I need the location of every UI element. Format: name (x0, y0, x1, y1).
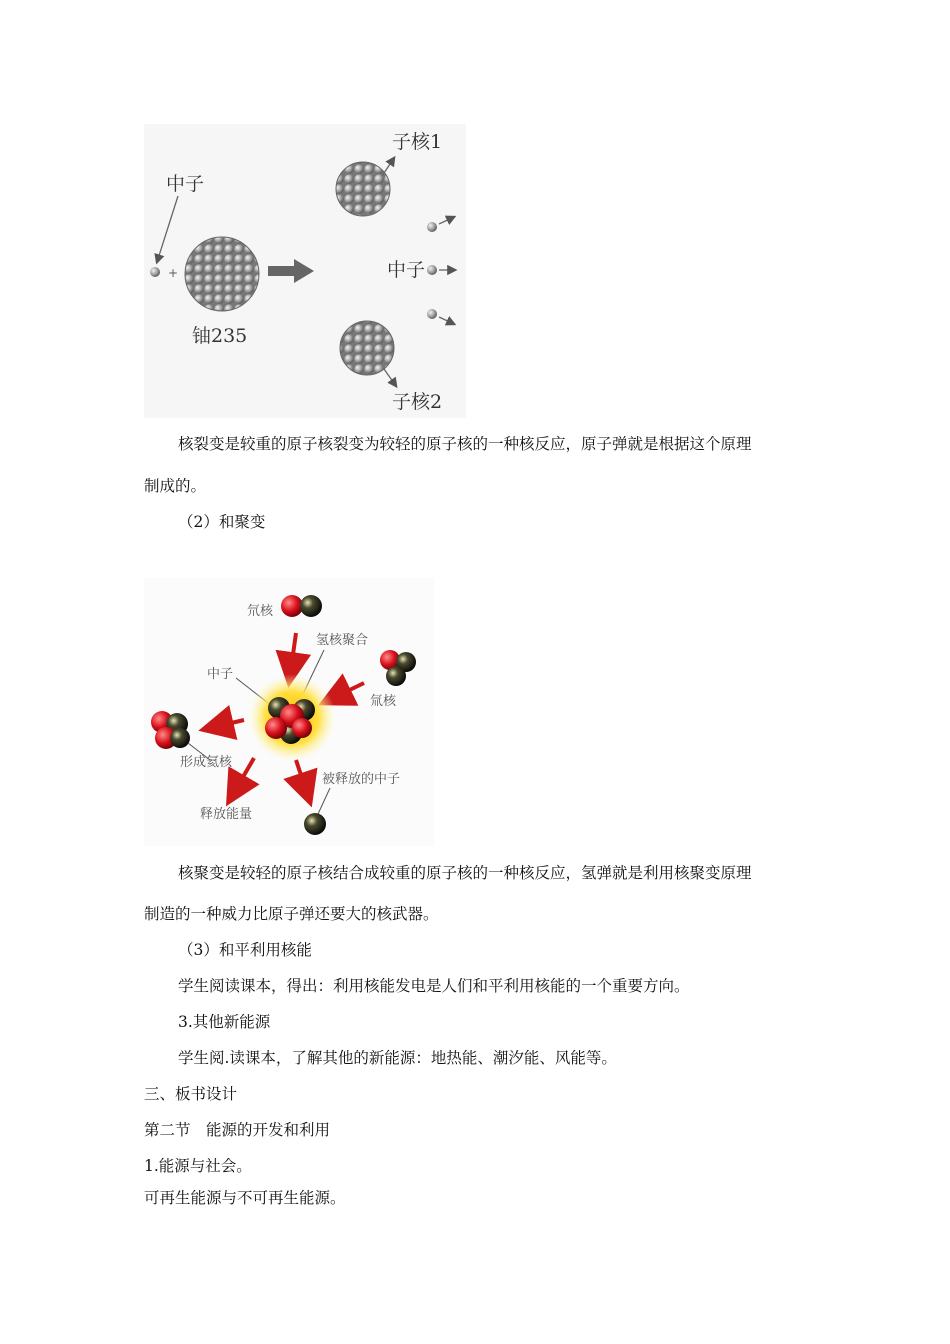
daughter-nucleus-1 (336, 162, 390, 216)
fission-diagram (144, 124, 466, 418)
fission-svg (144, 124, 466, 418)
para-fission-line1: 核裂变是较重的原子核裂变为较轻的原子核的一种核反应，原子弹就是根据这个原理 (178, 435, 752, 453)
fusion-diagram (144, 578, 434, 846)
board-item-2: 可再生能源与不可再生能源。 (144, 1189, 346, 1207)
label-uranium: 铀235 (192, 325, 248, 347)
daughter-nucleus-2 (340, 321, 394, 375)
heading-fusion: （2）和聚变 (178, 513, 266, 531)
para-fission-line2: 制成的。 (144, 477, 207, 495)
heading-other: 3.其他新能源 (178, 1013, 271, 1031)
label-tritium: 氚核 (370, 694, 397, 709)
label-neutron-out: 中子 (387, 259, 426, 281)
para-fusion-line2: 制造的一种威力比原子弹还要大的核武器。 (144, 905, 439, 923)
label-released-neutron: 被释放的中子 (322, 772, 401, 787)
heading-board: 三、板书设计 (144, 1085, 238, 1103)
label-neutron: 中子 (207, 667, 234, 682)
released-neutron-1 (427, 222, 437, 232)
label-deuterium: 氘核 (247, 604, 274, 619)
board-title: 第二节 能源的开发和利用 (144, 1121, 331, 1139)
label-daughter-2: 子核2 (392, 391, 443, 413)
label-helium: 形成氦核 (180, 755, 233, 770)
uranium-nucleus (185, 237, 259, 311)
released-neutron-2 (427, 265, 437, 275)
label-daughter-1: 子核1 (392, 131, 443, 153)
para-other: 学生阅.读课本，了解其他的新能源：地热能、潮汐能、风能等。 (178, 1049, 617, 1067)
para-peaceful: 学生阅读课本，得出：利用核能发电是人们和平利用核能的一个重要方向。 (178, 977, 690, 995)
incoming-neutron (150, 267, 160, 277)
released-neutron-3 (427, 309, 437, 319)
fusion-svg (144, 578, 434, 846)
board-item-1: 1.能源与社会。 (144, 1157, 252, 1175)
label-hydrogen-fusion: 氢核聚合 (316, 633, 369, 648)
heading-peaceful: （3）和平利用核能 (178, 941, 312, 959)
para-fusion-line1: 核聚变是较轻的原子核结合成较重的原子核的一种核反应，氢弹就是利用核聚变原理 (178, 864, 752, 882)
svg-text:+: + (168, 266, 179, 280)
label-neutron-in: 中子 (166, 173, 205, 195)
label-energy: 释放能量 (200, 807, 253, 822)
released-neutron (304, 813, 326, 835)
